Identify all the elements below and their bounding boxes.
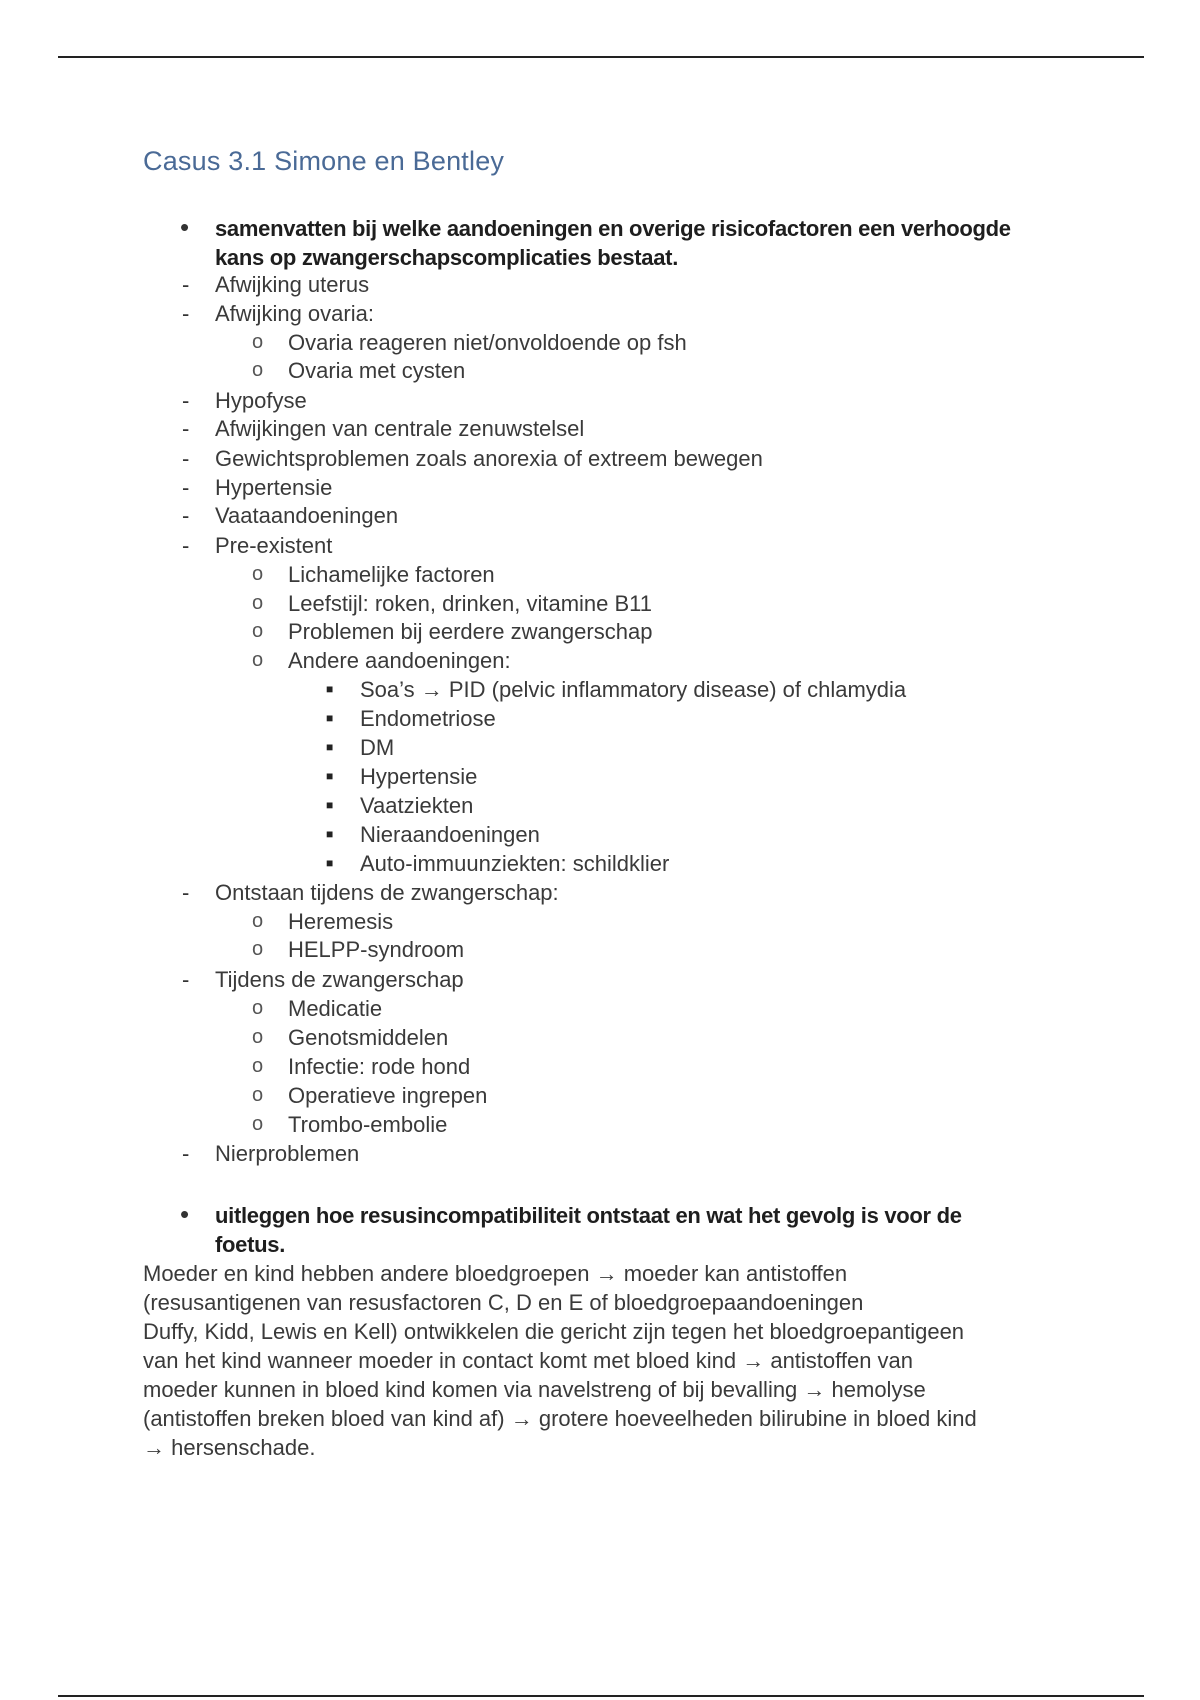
- list-item: Pre-existent: [215, 533, 333, 558]
- list-item: Ovaria met cysten: [288, 358, 466, 383]
- dash-bullet-icon: -: [182, 1141, 190, 1166]
- dash-bullet-icon: -: [182, 388, 190, 413]
- list-item: Ontstaan tijdens de zwangerschap:: [215, 880, 559, 905]
- square-bullet-icon: ■: [326, 740, 334, 754]
- circle-bullet-icon: o: [252, 649, 264, 671]
- square-bullet-icon: ■: [326, 682, 334, 696]
- list-item: Vaataandoeningen: [215, 503, 399, 528]
- list-item: Hypofyse: [215, 388, 307, 413]
- answer-line: van het kind wanneer moeder in contact komt met bloed kind → antistoffen van: [143, 1348, 914, 1373]
- circle-bullet-icon: o: [252, 359, 264, 381]
- answer-line: (resusantigenen van resusfactoren C, D en E of bloedgroepaandoeningen: [143, 1290, 864, 1315]
- list-item: Vaatziekten: [360, 793, 474, 818]
- header-rule: [58, 56, 1144, 58]
- question-1-line-1: samenvatten bij welke aandoeningen en overige risicofactoren een verhoogde: [215, 216, 1011, 241]
- dash-bullet-icon: -: [182, 416, 190, 441]
- list-item: Nierproblemen: [215, 1141, 360, 1166]
- answer-line: Moeder en kind hebben andere bloedgroepen → moeder kan antistoffen: [143, 1261, 848, 1286]
- bullet-dot-icon: •: [180, 212, 190, 242]
- question-1-line-2: kans op zwangerschapscomplicaties bestaat.: [215, 245, 679, 270]
- circle-bullet-icon: o: [252, 592, 264, 614]
- list-item: Auto-immuunziekten: schildklier: [360, 851, 670, 876]
- list-item: Tijdens de zwangerschap: [215, 967, 464, 992]
- circle-bullet-icon: o: [252, 1026, 264, 1048]
- dash-bullet-icon: -: [182, 301, 190, 326]
- dash-bullet-icon: -: [182, 475, 190, 500]
- footer-rule: [58, 1695, 1144, 1697]
- question-2-line-1: uitleggen hoe resusincompatibiliteit ontstaat en wat het gevolg is voor de: [215, 1203, 962, 1228]
- list-item: Leefstijl: roken, drinken, vitamine B11: [288, 591, 652, 616]
- question-2-line-2: foetus.: [215, 1232, 286, 1257]
- list-item: Gewichtsproblemen zoals anorexia of extreem bewegen: [215, 446, 763, 471]
- square-bullet-icon: ■: [326, 827, 334, 841]
- square-bullet-icon: ■: [326, 711, 334, 725]
- circle-bullet-icon: o: [252, 910, 264, 932]
- list-item: Afwijking uterus: [215, 272, 370, 297]
- square-bullet-icon: ■: [326, 798, 334, 812]
- list-item: Andere aandoeningen:: [288, 648, 511, 673]
- square-bullet-icon: ■: [326, 769, 334, 783]
- bullet-dot-icon: •: [180, 1199, 190, 1229]
- list-item: Lichamelijke factoren: [288, 562, 495, 587]
- answer-line: → hersenschade.: [143, 1435, 316, 1460]
- dash-bullet-icon: -: [182, 967, 190, 992]
- dash-bullet-icon: -: [182, 880, 190, 905]
- list-item: Nieraandoeningen: [360, 822, 540, 847]
- list-item: HELPP-syndroom: [288, 937, 465, 962]
- answer-line: moeder kunnen in bloed kind komen via navelstreng of bij bevalling → hemolyse: [143, 1377, 926, 1402]
- list-item: Soa’s → PID (pelvic inflammatory disease) of chlamydia: [360, 677, 907, 702]
- list-item: Hypertensie: [360, 764, 478, 789]
- list-item: DM: [360, 735, 395, 760]
- list-item: Operatieve ingrepen: [288, 1083, 488, 1108]
- square-bullet-icon: ■: [326, 856, 334, 870]
- circle-bullet-icon: o: [252, 331, 264, 353]
- list-item: Afwijking ovaria:: [215, 301, 374, 326]
- list-item: Trombo-embolie: [288, 1112, 448, 1137]
- list-item: Medicatie: [288, 996, 383, 1021]
- page-title: Casus 3.1 Simone en Bentley: [143, 146, 505, 176]
- dash-bullet-icon: -: [182, 533, 190, 558]
- circle-bullet-icon: o: [252, 1113, 264, 1135]
- answer-line: (antistoffen breken bloed van kind af) → grotere hoeveelheden bilirubine in bloed kind: [143, 1406, 977, 1431]
- circle-bullet-icon: o: [252, 1084, 264, 1106]
- answer-paragraph: [143, 1259, 1083, 1462]
- list-item: Problemen bij eerdere zwangerschap: [288, 619, 653, 644]
- dash-bullet-icon: -: [182, 272, 190, 297]
- list-item: Heremesis: [288, 909, 394, 934]
- circle-bullet-icon: o: [252, 1055, 264, 1077]
- list-item: Infectie: rode hond: [288, 1054, 471, 1079]
- circle-bullet-icon: o: [252, 938, 264, 960]
- list-item: Endometriose: [360, 706, 496, 731]
- circle-bullet-icon: o: [252, 620, 264, 642]
- circle-bullet-icon: o: [252, 563, 264, 585]
- list-item: Afwijkingen van centrale zenuwstelsel: [215, 416, 585, 441]
- answer-line: Duffy, Kidd, Lewis en Kell) ontwikkelen die gericht zijn tegen het bloedgroepantigeen: [143, 1319, 965, 1344]
- dash-bullet-icon: -: [182, 446, 190, 471]
- list-item: Hypertensie: [215, 475, 333, 500]
- circle-bullet-icon: o: [252, 997, 264, 1019]
- list-item: Ovaria reageren niet/onvoldoende op fsh: [288, 330, 687, 355]
- dash-bullet-icon: -: [182, 503, 190, 528]
- list-item: Genotsmiddelen: [288, 1025, 449, 1050]
